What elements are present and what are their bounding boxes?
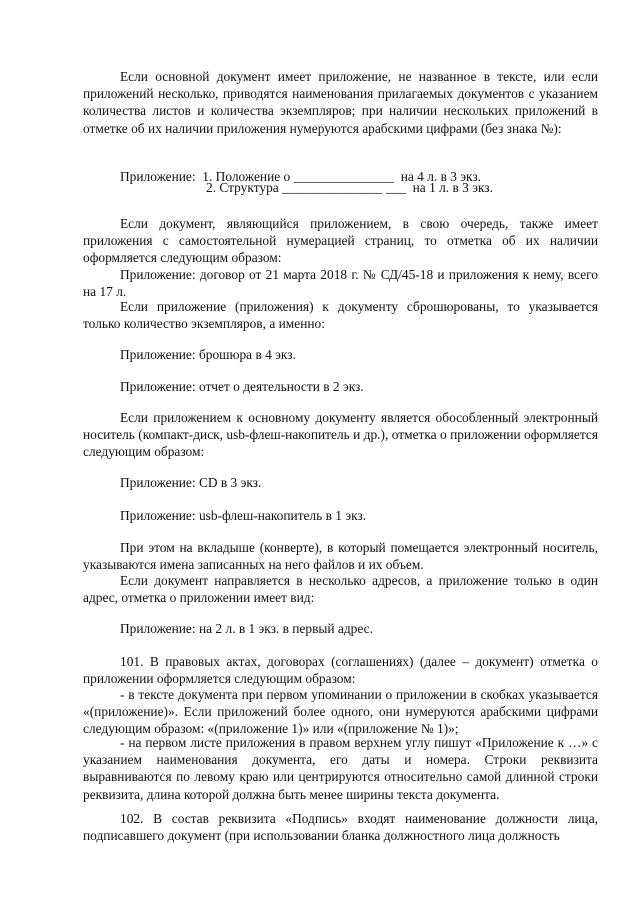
paragraph-multiple-appendices: Если основной документ имеет приложение, не названное в тексте, или если приложений несколько, приводятся наименования прилагаемых документов с указанием количества листов и количества экземпляров; при наличии нескольких приложений в отметке об их наличии приложения нумеруются арабскими цифрами (без знака №):: [83, 69, 598, 136]
paragraph-envelope: При этом на вкладыше (конверте), в который помещается электронный носитель, указываются имена записанных на него файлов и их объем.: [83, 540, 598, 573]
paragraph-multiple-addresses: Если документ направляется в несколько адресов, а приложение только в один адрес, отметка о приложении имеет вид:: [83, 573, 598, 606]
example-cd: Приложение: CD в 3 экз.: [120, 475, 262, 490]
paragraph-nested-appendix: Если документ, являющийся приложением, в свою очередь, также имеет приложения с самостоятельной нумерацией страниц, то отметка об их наличии оформляется следующим образом:: [83, 216, 598, 266]
example-address: Приложение: на 2 л. в 1 экз. в первый адрес.: [120, 621, 373, 636]
paragraph-101: 101. В правовых актах, договорах (соглашениях) (далее – документ) отметка о приложении оформляется следующим образом:: [83, 654, 598, 687]
example-usb: Приложение: usb-флеш-накопитель в 1 экз.: [120, 508, 367, 523]
paragraph-101-item-b: - на первом листе приложения в правом верхнем углу пишут «Приложение к …» с указанием наименования документа, его даты и номера. Строки реквизита выравниваются по левому краю или центрируются относительно самой длинной строки реквизита, длина которой должна быть менее ширины текста документа.: [83, 735, 598, 802]
example-report: Приложение: отчет о деятельности в 2 экз.: [120, 379, 364, 394]
paragraph-electronic-media: Если приложением к основному документу является обособленный электронный носитель (компакт-диск, usb-флеш-накопитель и др.), отметка о приложении оформляется следующим образом:: [83, 410, 598, 460]
paragraph-101-item-a: - в тексте документа при первом упоминании о приложении в скобках указывается «(приложение)». Если приложений более одного, они нумеруются арабскими цифрами следующим образом: «(приложение 1)» или «(приложение № 1)»;: [83, 687, 598, 737]
paragraph-stitched-appendix: Если приложение (приложения) к документу сброшюрованы, то указывается только количество экземпляров, а именно:: [83, 299, 598, 332]
paragraph-example-contract: Приложение: договор от 21 марта 2018 г. № СД/45-18 и приложения к нему, всего на 17 л.: [83, 267, 598, 300]
appendix-list-item-2: 2. Структура _______________ ___ на 1 л. в 3 экз.: [206, 180, 493, 195]
example-brochure: Приложение: брошюра в 4 экз.: [120, 347, 296, 362]
paragraph-102: 102. В состав реквизита «Подпись» входят наименование должности лица, подписавшего документ (при использовании бланка должностного лица должность: [83, 811, 598, 844]
appendix-list-item-1: Приложение: 1. Положение о _______________ на 4 л. в 3 экз.: [120, 169, 482, 185]
